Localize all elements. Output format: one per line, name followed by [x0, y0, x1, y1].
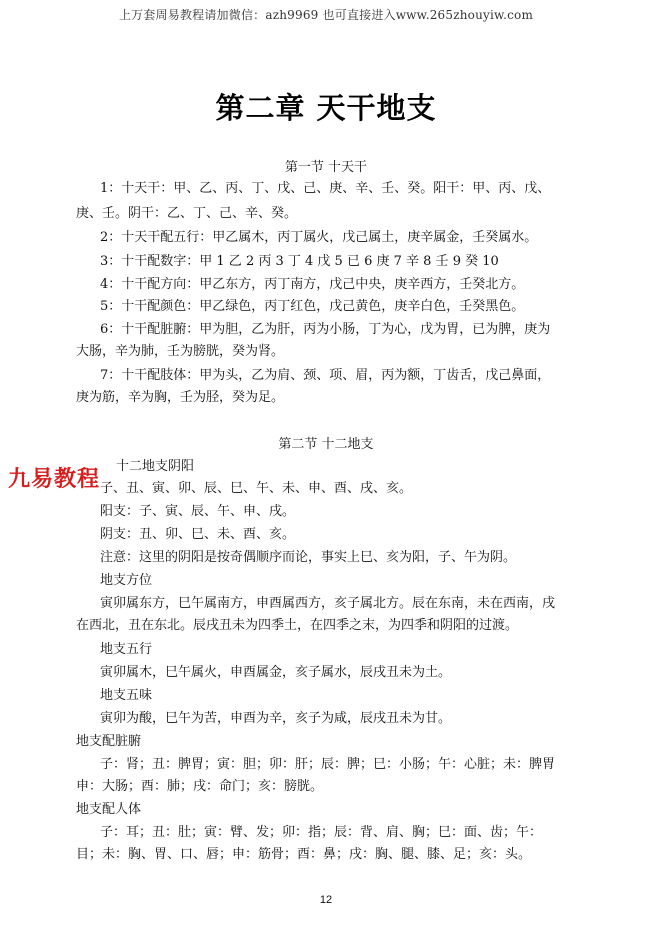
stems-line-2: 庚、壬。阴干：乙、丁、己、辛、癸。	[76, 206, 298, 221]
branches-body-line-1: 子：耳；丑：肚；寅：臂、发；卯：指；辰：背、肩、胸；巳：面、齿；午：	[100, 825, 543, 840]
branches-body-line-2: 目；未：胸、胃、口、唇；申：筋骨；酉：鼻；戌：胸、腿、膝、足；亥：头。	[76, 847, 532, 862]
top-banner: 上万套周易教程请加微信：azh9969 也可直接进入www.265zhouyiw.com	[118, 8, 534, 22]
branches-direction-line-1: 寅卯属东方，巳午属南方，申酉属西方，亥子属北方。辰在东南，未在西南，戌	[100, 596, 556, 611]
branches-line-list: 子、丑、寅、卯、辰、巳、午、未、申、酉、戌、亥。	[100, 481, 413, 496]
page-number: 12	[319, 894, 333, 906]
branches-five-elements-line: 寅卯属木，巳午属火，申酉属金，亥子属水，辰戌丑未为土。	[100, 665, 452, 680]
chapter-title: 第二章 天干地支	[215, 91, 437, 125]
branches-organs-line-1: 子：肾；丑：脾胃；寅：胆；卯：肝；辰：脾；巳：小肠；午：心脏；未：脾胃	[100, 757, 556, 772]
branches-heading-direction: 地支方位	[100, 573, 153, 588]
stems-line-8: 大肠，辛为肺，壬为膀胱，癸为肾。	[76, 344, 285, 359]
branches-heading-five-elements: 地支五行	[100, 642, 153, 657]
section-title-heavenly-stems: 第一节 十天干	[284, 160, 368, 175]
stems-line-9: 7：十干配肢体：甲为头，乙为肩、颈、项、眉，丙为额，丁齿舌，戊己鼻面，	[100, 368, 551, 383]
branches-line-yin: 阴支：丑、卯、巳、未、酉、亥。	[100, 527, 296, 542]
branches-heading-five-tastes: 地支五味	[100, 688, 153, 703]
stems-line-6: 5：十干配颜色：甲乙绿色，丙丁红色，戊己黄色，庚辛白色，壬癸黑色。	[100, 299, 525, 314]
branches-direction-line-2: 在西北，丑在东北。辰戌丑未为四季土，在四季之末，为四季和阴阳的过渡。	[76, 618, 519, 633]
stems-line-10: 庚为筋，辛为胸，壬为胫，癸为足。	[76, 390, 285, 405]
stems-line-7: 6：十干配脏腑：甲为胆，乙为肝，丙为小肠，丁为心，戊为胃，已为脾，庚为	[100, 322, 551, 337]
branches-line-yang: 阳支：子、寅、辰、午、申、戌。	[100, 504, 296, 519]
watermark-logo: 九易教程	[8, 467, 101, 492]
branches-line-note: 注意：这里的阴阳是按奇偶顺序而论，事实上巳、亥为阳，子、午为阴。	[100, 550, 517, 565]
branches-heading-body: 地支配人体	[76, 802, 142, 817]
branches-heading-yinyang: 十二地支阴阳	[116, 459, 195, 474]
branches-organs-line-2: 申：大肠；酉：肺；戌：命门；亥：膀胱。	[76, 779, 324, 794]
branches-heading-organs: 地支配脏腑	[76, 734, 142, 749]
stems-line-3: 2：十天干配五行：甲乙属木，丙丁属火，戊己属土，庚辛属金，壬癸属水。	[100, 230, 538, 245]
branches-five-tastes-line: 寅卯为酸，巳午为苦，申酉为辛，亥子为咸，辰戌丑未为甘。	[100, 711, 452, 726]
section-title-earthly-branches: 第二节 十二地支	[278, 437, 374, 452]
stems-line-1: 1：十天干：甲、乙、丙、丁、戊、己、庚、辛、壬、癸。阳干：甲、丙、戊、	[100, 181, 551, 196]
stems-line-5: 4：十干配方向：甲乙东方，丙丁南方，戊己中央，庚辛西方，壬癸北方。	[100, 277, 525, 292]
stems-line-4: 3：十干配数字：甲 1 乙 2 丙 3 丁 4 戊 5 已 6 庚 7 辛 8 壬 9 癸 10	[100, 254, 499, 269]
